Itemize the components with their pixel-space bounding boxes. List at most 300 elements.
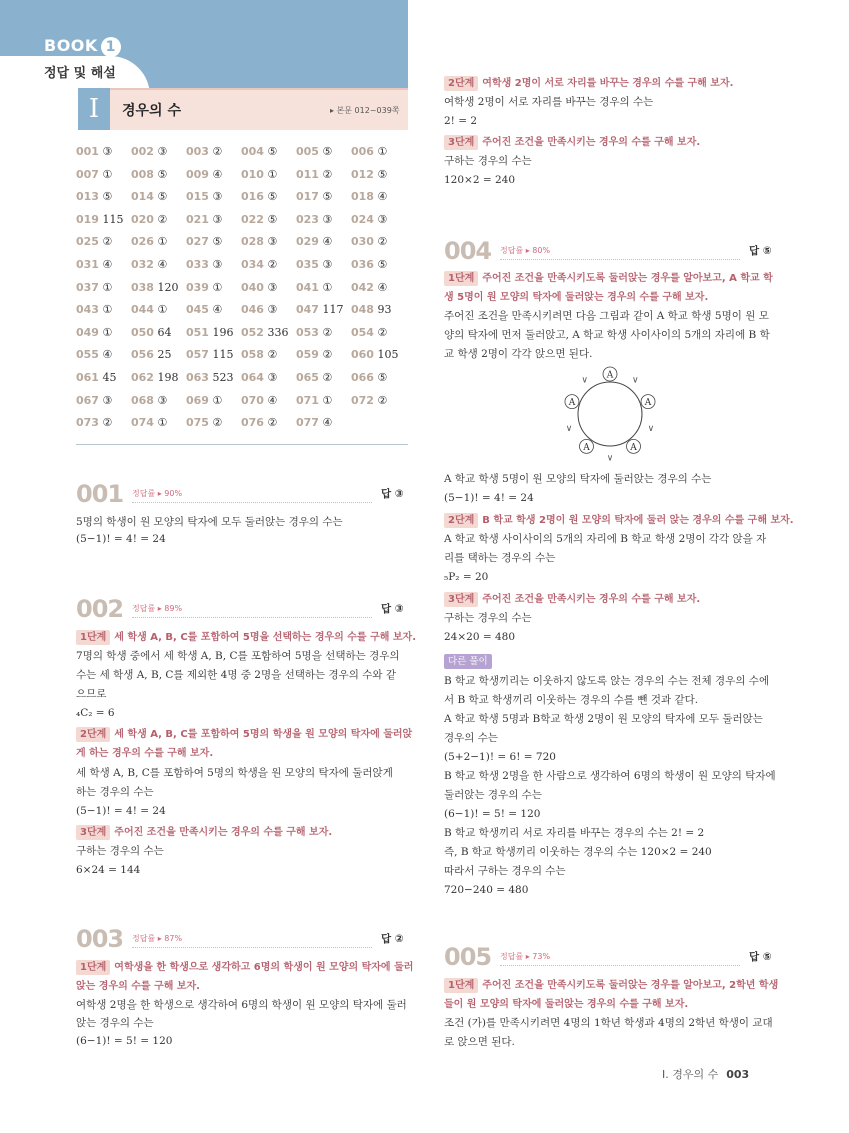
answer-cell bbox=[76, 303, 131, 326]
answer-value: ③ bbox=[267, 370, 278, 384]
answer-value: ③ bbox=[322, 212, 333, 226]
answer-cell bbox=[186, 258, 241, 281]
answer-cell bbox=[351, 303, 406, 326]
answer-value: ① bbox=[322, 280, 333, 294]
answer-number: 074 bbox=[131, 416, 154, 430]
answer-row bbox=[76, 394, 408, 417]
text-line: 둘러앉는 경우의 수는 bbox=[444, 789, 542, 801]
answer-row bbox=[76, 168, 408, 191]
answer-cell bbox=[351, 348, 406, 371]
text-line: (5+2−1)! = 6! = 720 bbox=[444, 751, 556, 763]
formula-line: 6×24 = 144 bbox=[76, 864, 141, 876]
answer-value: ① bbox=[212, 280, 223, 294]
answer-cell bbox=[186, 213, 241, 236]
formula-line: (5−1)! = 4! = 24 bbox=[76, 805, 166, 817]
answer-value: 105 bbox=[377, 348, 399, 362]
step-3-heading: 3단계 주어진 조건을 만족시키는 경우의 수를 구해 보자. bbox=[444, 133, 700, 152]
answer-number: 018 bbox=[351, 190, 374, 204]
answer-cell bbox=[351, 168, 406, 191]
step-tag: 1단계 bbox=[444, 271, 478, 286]
text-line: 구하는 경우의 수는 bbox=[76, 845, 164, 857]
answer-number: 039 bbox=[186, 280, 209, 294]
answer-value: 64 bbox=[157, 325, 172, 339]
answer-number: 034 bbox=[241, 257, 264, 271]
answer-cell bbox=[76, 168, 131, 191]
problem-005-header bbox=[444, 943, 776, 973]
answer-value: ② bbox=[157, 212, 168, 226]
answer-value: ③ bbox=[267, 303, 278, 317]
problem-004-header bbox=[444, 237, 776, 267]
text-line: 720−240 = 480 bbox=[444, 884, 529, 896]
answer-value: ⑤ bbox=[322, 145, 333, 158]
answer-number: 051 bbox=[186, 325, 209, 339]
answer-number: 025 bbox=[76, 235, 99, 249]
answer-number: 016 bbox=[241, 190, 264, 204]
problem-002-header bbox=[76, 595, 408, 625]
dotted-line bbox=[500, 259, 740, 260]
answer-cell bbox=[351, 371, 406, 394]
divider bbox=[76, 444, 408, 445]
answer-value: ② bbox=[322, 325, 333, 339]
problem-answer: 답 ③ bbox=[381, 488, 404, 500]
answer-value: ④ bbox=[102, 348, 113, 362]
answer-cell bbox=[296, 190, 351, 213]
answer-number: 071 bbox=[296, 393, 319, 407]
page-footer bbox=[662, 1066, 749, 1082]
accuracy-rate: 정답률 ▸ 80% bbox=[500, 246, 551, 255]
answer-cell bbox=[76, 145, 131, 168]
answer-cell bbox=[351, 258, 406, 281]
answer-number: 035 bbox=[296, 257, 319, 271]
book-label: BOOK 1 bbox=[44, 36, 121, 57]
gaps bbox=[566, 376, 654, 462]
problem-number: 003 bbox=[76, 925, 124, 953]
text-line: 구하는 경우의 수는 bbox=[444, 612, 532, 624]
text-line: A 학교 학생 5명과 B학교 학생 2명이 원 모양의 탁자에 모두 둘러앉는 bbox=[444, 713, 763, 725]
step-tag: 2단계 bbox=[76, 727, 110, 742]
answer-number: 073 bbox=[76, 416, 99, 430]
answer-cell bbox=[241, 348, 296, 371]
formula-line: 2! = 2 bbox=[444, 115, 478, 127]
answer-value: ① bbox=[102, 280, 113, 294]
answer-number: 007 bbox=[76, 167, 99, 181]
text-line: 앉는 경우의 수는 bbox=[76, 1017, 154, 1029]
answer-cell bbox=[296, 326, 351, 349]
seat-a bbox=[641, 395, 655, 409]
answer-value: ① bbox=[322, 393, 333, 407]
answer-number: 027 bbox=[186, 235, 209, 249]
answer-cell bbox=[186, 235, 241, 258]
chapter-roman-numeral: I bbox=[78, 88, 110, 130]
formula-line: (6−1)! = 5! = 120 bbox=[76, 1035, 173, 1047]
text-line: (5−1)! = 4! = 24 bbox=[76, 533, 166, 545]
answer-number: 068 bbox=[131, 393, 154, 407]
answer-number: 009 bbox=[186, 167, 209, 181]
answer-cell bbox=[131, 168, 186, 191]
answer-cell bbox=[186, 394, 241, 417]
answer-cell bbox=[296, 348, 351, 371]
answer-value: ③ bbox=[212, 257, 223, 271]
answer-value: ⑤ bbox=[377, 167, 388, 181]
answer-row bbox=[76, 303, 408, 326]
answer-cell bbox=[186, 416, 241, 439]
answer-cell bbox=[241, 394, 296, 417]
answer-value: ② bbox=[322, 167, 333, 181]
answer-number: 030 bbox=[351, 235, 374, 249]
answer-cell bbox=[76, 258, 131, 281]
answer-number: 044 bbox=[131, 303, 154, 317]
gap-marker: ∨ bbox=[581, 375, 589, 386]
answer-number: 015 bbox=[186, 190, 209, 204]
answer-value: ① bbox=[157, 416, 168, 430]
answer-number: 029 bbox=[296, 235, 319, 249]
step-tag: 1단계 bbox=[444, 978, 478, 993]
answer-cell bbox=[131, 213, 186, 236]
answer-number: 069 bbox=[186, 393, 209, 407]
dotted-line bbox=[132, 947, 372, 948]
answer-cell bbox=[296, 371, 351, 394]
formula-line: (5−1)! = 4! = 24 bbox=[444, 492, 534, 504]
seat-label: A bbox=[644, 398, 652, 409]
seat-a bbox=[565, 395, 579, 409]
text-line: 양의 탁자에 먼저 둘러앉고, A 학교 학생 사이사이의 5개의 자리에 B 학 bbox=[444, 329, 770, 341]
answer-number: 075 bbox=[186, 416, 209, 430]
answer-number: 013 bbox=[76, 190, 99, 204]
problem-answer: 답 ⑤ bbox=[749, 245, 772, 257]
chapter-title: 경우의 수 bbox=[122, 103, 181, 119]
answer-cell bbox=[131, 258, 186, 281]
answer-value: ① bbox=[102, 325, 113, 339]
answer-cell bbox=[76, 371, 131, 394]
answer-cell bbox=[296, 235, 351, 258]
accuracy-rate: 정답률 ▸ 90% bbox=[132, 489, 183, 498]
text-line: A 학교 학생 5명이 원 모양의 탁자에 둘러앉는 경우의 수는 bbox=[444, 473, 712, 485]
answer-grid bbox=[76, 145, 408, 439]
gap-marker: ∨ bbox=[565, 423, 573, 434]
answer-value: ④ bbox=[377, 280, 388, 294]
answer-cell bbox=[131, 326, 186, 349]
gap-marker: ∨ bbox=[606, 453, 614, 462]
answer-number: 028 bbox=[241, 235, 264, 249]
answer-value: ⑤ bbox=[212, 235, 223, 249]
answer-number: 046 bbox=[241, 303, 264, 317]
answer-value: ③ bbox=[157, 393, 168, 407]
step-3-heading: 3단계 주어진 조건을 만족시키는 경우의 수를 구해 보자. bbox=[76, 823, 332, 842]
answer-number: 054 bbox=[351, 325, 374, 339]
seat-a bbox=[579, 439, 593, 453]
alternate-solution-tag: 다른 풀이 bbox=[444, 654, 492, 669]
answer-value: ② bbox=[377, 325, 388, 339]
answer-cell bbox=[131, 281, 186, 304]
answer-number: 057 bbox=[186, 348, 209, 362]
answer-number: 032 bbox=[131, 257, 154, 271]
answer-number: 064 bbox=[241, 370, 264, 384]
round-table bbox=[578, 382, 642, 446]
problem-answer: 답 ⑤ bbox=[749, 951, 772, 963]
answer-value: ② bbox=[377, 393, 388, 407]
answer-number: 019 bbox=[76, 212, 99, 226]
answer-number: 058 bbox=[241, 348, 264, 362]
text-line: 따라서 구하는 경우의 수는 bbox=[444, 865, 566, 877]
text-line: 교 학생 2명이 각각 앉으면 된다. bbox=[444, 348, 593, 360]
answer-value: 25 bbox=[157, 348, 172, 362]
text-line: 수는 세 학생 A, B, C를 제외한 4명 중 2명을 선택하는 경우의 수와 같 bbox=[76, 669, 397, 681]
answer-value: ④ bbox=[322, 416, 333, 430]
formula-line: 24×20 = 480 bbox=[444, 631, 516, 643]
accuracy-rate: 정답률 ▸ 73% bbox=[500, 952, 551, 961]
step-tag: 3단계 bbox=[444, 592, 478, 607]
answer-value: 115 bbox=[102, 212, 124, 226]
answer-cell bbox=[76, 213, 131, 236]
text-line: (6−1)! = 5! = 120 bbox=[444, 808, 541, 820]
answer-cell bbox=[186, 326, 241, 349]
answer-value: ③ bbox=[377, 212, 388, 226]
text-line: 7명의 학생 중에서 세 학생 A, B, C를 포함하여 5명을 선택하는 경우의 bbox=[76, 650, 400, 662]
step-2-heading-cont: 게 하는 경우의 수를 구해 보자. bbox=[76, 748, 214, 759]
answer-cell bbox=[186, 371, 241, 394]
answer-number: 024 bbox=[351, 212, 374, 226]
answer-cell bbox=[241, 281, 296, 304]
answer-number: 020 bbox=[131, 212, 154, 226]
answer-cell bbox=[131, 190, 186, 213]
answer-value: ⑤ bbox=[157, 190, 168, 204]
answer-value: ② bbox=[102, 235, 113, 249]
answer-value: ① bbox=[102, 303, 113, 317]
answer-row bbox=[76, 326, 408, 349]
answer-cell bbox=[241, 213, 296, 236]
answer-value: ② bbox=[212, 416, 223, 430]
text-line: 조건 (가)를 만족시키려면 4명의 1학년 학생과 4명의 2학년 학생이 교대 bbox=[444, 1017, 773, 1029]
answer-cell bbox=[351, 235, 406, 258]
answer-cell bbox=[131, 416, 186, 439]
answer-row bbox=[76, 145, 408, 168]
book-number: 1 bbox=[101, 37, 121, 57]
answer-row bbox=[76, 416, 408, 439]
answer-number: 060 bbox=[351, 348, 374, 362]
seat-a bbox=[627, 439, 641, 453]
step-2-heading: 2단계 여학생 2명이 서로 자리를 바꾸는 경우의 수를 구해 보자. bbox=[444, 74, 733, 93]
step-1-heading: 1단계 여학생을 한 학생으로 생각하고 6명의 학생이 원 모양의 탁자에 둘러 bbox=[76, 958, 413, 977]
answer-value: ② bbox=[212, 145, 223, 158]
answer-number: 076 bbox=[241, 416, 264, 430]
step-1-heading-cont: 들이 원 모양의 탁자에 둘러앉는 경우의 수를 구해 보자. bbox=[444, 999, 689, 1010]
seat-label: A bbox=[568, 398, 576, 409]
answer-number: 045 bbox=[186, 303, 209, 317]
answer-cell bbox=[76, 281, 131, 304]
answer-cell bbox=[186, 348, 241, 371]
answer-cell bbox=[241, 145, 296, 168]
text-line: 5명의 학생이 원 모양의 탁자에 모두 둘러앉는 경우의 수는 bbox=[76, 516, 343, 528]
answer-value: ① bbox=[157, 303, 168, 317]
answer-number: 053 bbox=[296, 325, 319, 339]
dotted-line bbox=[500, 965, 740, 966]
answer-cell bbox=[241, 416, 296, 439]
answer-cell bbox=[76, 416, 131, 439]
seat-label: A bbox=[583, 442, 590, 453]
step-1-heading-cont: 생 5명이 원 모양의 탁자에 둘러앉는 경우의 수를 구해 보자. bbox=[444, 292, 709, 303]
seat-a bbox=[603, 367, 617, 381]
answer-cell bbox=[351, 281, 406, 304]
answer-cell bbox=[351, 326, 406, 349]
answer-value: ⑤ bbox=[157, 167, 168, 181]
answer-row bbox=[76, 258, 408, 281]
step-tag: 2단계 bbox=[444, 76, 478, 91]
text-line: 으므로 bbox=[76, 688, 107, 700]
answer-value: ② bbox=[322, 370, 333, 384]
answer-value: 523 bbox=[212, 370, 234, 384]
answer-cell bbox=[131, 394, 186, 417]
step-1-heading: 1단계 주어진 조건을 만족시키도록 둘러앉는 경우를 알아보고, A 학교 학 bbox=[444, 269, 773, 288]
problem-number: 001 bbox=[76, 480, 124, 508]
formula-line: 120×2 = 240 bbox=[444, 174, 516, 186]
answer-cell bbox=[76, 394, 131, 417]
problem-number: 004 bbox=[444, 237, 492, 265]
answer-number: 050 bbox=[131, 325, 154, 339]
answer-number: 067 bbox=[76, 393, 99, 407]
answer-cell bbox=[296, 303, 351, 326]
text-line: 세 학생 A, B, C를 포함하여 5명의 학생을 원 모양의 탁자에 둘러앉게 bbox=[76, 767, 393, 779]
answer-value: ⑤ bbox=[102, 190, 113, 204]
answer-number: 014 bbox=[131, 190, 154, 204]
answer-number: 043 bbox=[76, 303, 99, 317]
answer-number: 031 bbox=[76, 257, 99, 271]
answer-number: 023 bbox=[296, 212, 319, 226]
answer-value: ④ bbox=[157, 257, 168, 271]
answer-number: 077 bbox=[296, 416, 319, 430]
dotted-line bbox=[132, 502, 372, 503]
answer-value: ② bbox=[267, 257, 278, 271]
text-line: 주어진 조건을 만족시키려면 다음 그림과 같이 A 학교 학생 5명이 원 모 bbox=[444, 310, 769, 322]
answer-cell bbox=[241, 235, 296, 258]
answer-cell bbox=[351, 190, 406, 213]
answer-cell bbox=[241, 371, 296, 394]
answer-cell bbox=[296, 213, 351, 236]
answer-value: ③ bbox=[157, 145, 168, 158]
answer-value: ③ bbox=[212, 190, 223, 204]
answer-number: 072 bbox=[351, 393, 374, 407]
seat-label: A bbox=[630, 442, 637, 453]
chapter-page-range: ▸ 본문 012~039쪽 bbox=[330, 106, 400, 115]
step-2-heading: 2단계 B 학교 학생 2명이 원 모양의 탁자에 둘러 앉는 경우의 수를 구해 보자. bbox=[444, 511, 794, 530]
answer-value: 45 bbox=[102, 370, 117, 384]
answer-number: 026 bbox=[131, 235, 154, 249]
page-subtitle: 정답 및 해설 bbox=[44, 66, 116, 81]
answer-value: 93 bbox=[377, 303, 392, 317]
answer-value: 196 bbox=[212, 325, 234, 339]
problem-answer: 답 ② bbox=[381, 933, 404, 945]
answer-value: 336 bbox=[267, 325, 289, 339]
answer-row bbox=[76, 281, 408, 304]
text-line: B 학교 학생끼리 서로 자리를 바꾸는 경우의 수는 2! = 2 bbox=[444, 827, 705, 839]
answer-number: 022 bbox=[241, 212, 264, 226]
answer-value: ③ bbox=[322, 257, 333, 271]
answer-cell bbox=[131, 348, 186, 371]
footer-chapter: I. 경우의 수 bbox=[662, 1068, 719, 1081]
answer-number: 070 bbox=[241, 393, 264, 407]
answer-cell bbox=[241, 168, 296, 191]
answer-value: ⑤ bbox=[377, 370, 388, 384]
step-1-heading: 1단계 세 학생 A, B, C를 포함하여 5명을 선택하는 경우의 수를 구해 보자. bbox=[76, 628, 416, 647]
answer-number: 066 bbox=[351, 370, 374, 384]
answer-number: 002 bbox=[131, 145, 154, 158]
answer-value: ④ bbox=[212, 167, 223, 181]
answer-value: ① bbox=[157, 235, 168, 249]
accuracy-rate: 정답률 ▸ 87% bbox=[132, 934, 183, 943]
answer-cell bbox=[296, 281, 351, 304]
problem-answer: 답 ③ bbox=[381, 603, 404, 615]
answer-value: ④ bbox=[377, 190, 388, 204]
dotted-line bbox=[132, 617, 372, 618]
answer-number: 061 bbox=[76, 370, 99, 384]
answer-cell bbox=[296, 416, 351, 439]
text-line: 여학생 2명이 서로 자리를 바꾸는 경우의 수는 bbox=[444, 96, 654, 108]
answer-cell bbox=[351, 394, 406, 417]
step-tag: 2단계 bbox=[444, 513, 478, 528]
answer-row bbox=[76, 190, 408, 213]
answer-number: 056 bbox=[131, 348, 154, 362]
problem-number: 005 bbox=[444, 943, 492, 971]
answer-value: ② bbox=[322, 348, 333, 362]
answer-cell bbox=[241, 303, 296, 326]
text-line: 리를 택하는 경우의 수는 bbox=[444, 552, 556, 564]
text-line: B 학교 학생 2명을 한 사람으로 생각하여 6명의 학생이 원 모양의 탁자에 bbox=[444, 770, 776, 782]
answer-cell bbox=[186, 168, 241, 191]
answer-cell bbox=[296, 168, 351, 191]
answer-cell bbox=[186, 281, 241, 304]
text-line: A 학교 학생 사이사이의 5개의 자리에 B 학교 학생 2명이 각각 앉을 자 bbox=[444, 533, 767, 545]
answer-number: 004 bbox=[241, 145, 264, 158]
answer-number: 001 bbox=[76, 145, 99, 158]
answer-value: ③ bbox=[212, 212, 223, 226]
text-line: 구하는 경우의 수는 bbox=[444, 155, 532, 167]
seating-diagram bbox=[548, 366, 672, 462]
answer-number: 048 bbox=[351, 303, 374, 317]
text-line: 경우의 수는 bbox=[444, 732, 499, 744]
answer-cell bbox=[131, 371, 186, 394]
answer-number: 055 bbox=[76, 348, 99, 362]
text-line: 하는 경우의 수는 bbox=[76, 786, 154, 798]
answer-row bbox=[76, 371, 408, 394]
answer-value: ③ bbox=[102, 393, 113, 407]
answer-value: ① bbox=[267, 167, 278, 181]
answer-value: ⑤ bbox=[377, 257, 388, 271]
answer-number: 047 bbox=[296, 303, 319, 317]
step-1-heading-cont: 앉는 경우의 수를 구해 보자. bbox=[76, 981, 200, 992]
answer-value: 115 bbox=[212, 348, 234, 362]
answer-number: 003 bbox=[186, 145, 209, 158]
answer-cell bbox=[76, 348, 131, 371]
answer-number: 036 bbox=[351, 257, 374, 271]
formula-line: ₄C₂ = 6 bbox=[76, 707, 115, 719]
answer-number: 037 bbox=[76, 280, 99, 294]
text-line: 로 앉으면 된다. bbox=[444, 1036, 515, 1048]
answer-cell bbox=[241, 326, 296, 349]
answer-value: ④ bbox=[212, 303, 223, 317]
answer-number: 052 bbox=[241, 325, 264, 339]
answer-cell bbox=[131, 303, 186, 326]
answer-value: ① bbox=[212, 393, 223, 407]
answer-value: ② bbox=[267, 416, 278, 430]
answer-number: 008 bbox=[131, 167, 154, 181]
gap-marker: ∨ bbox=[647, 423, 655, 434]
answer-number: 041 bbox=[296, 280, 319, 294]
answer-cell bbox=[76, 235, 131, 258]
step-tag: 3단계 bbox=[76, 825, 110, 840]
answer-number: 005 bbox=[296, 145, 319, 158]
answer-value: 198 bbox=[157, 370, 179, 384]
answer-cell bbox=[131, 145, 186, 168]
answer-value: ④ bbox=[267, 393, 278, 407]
